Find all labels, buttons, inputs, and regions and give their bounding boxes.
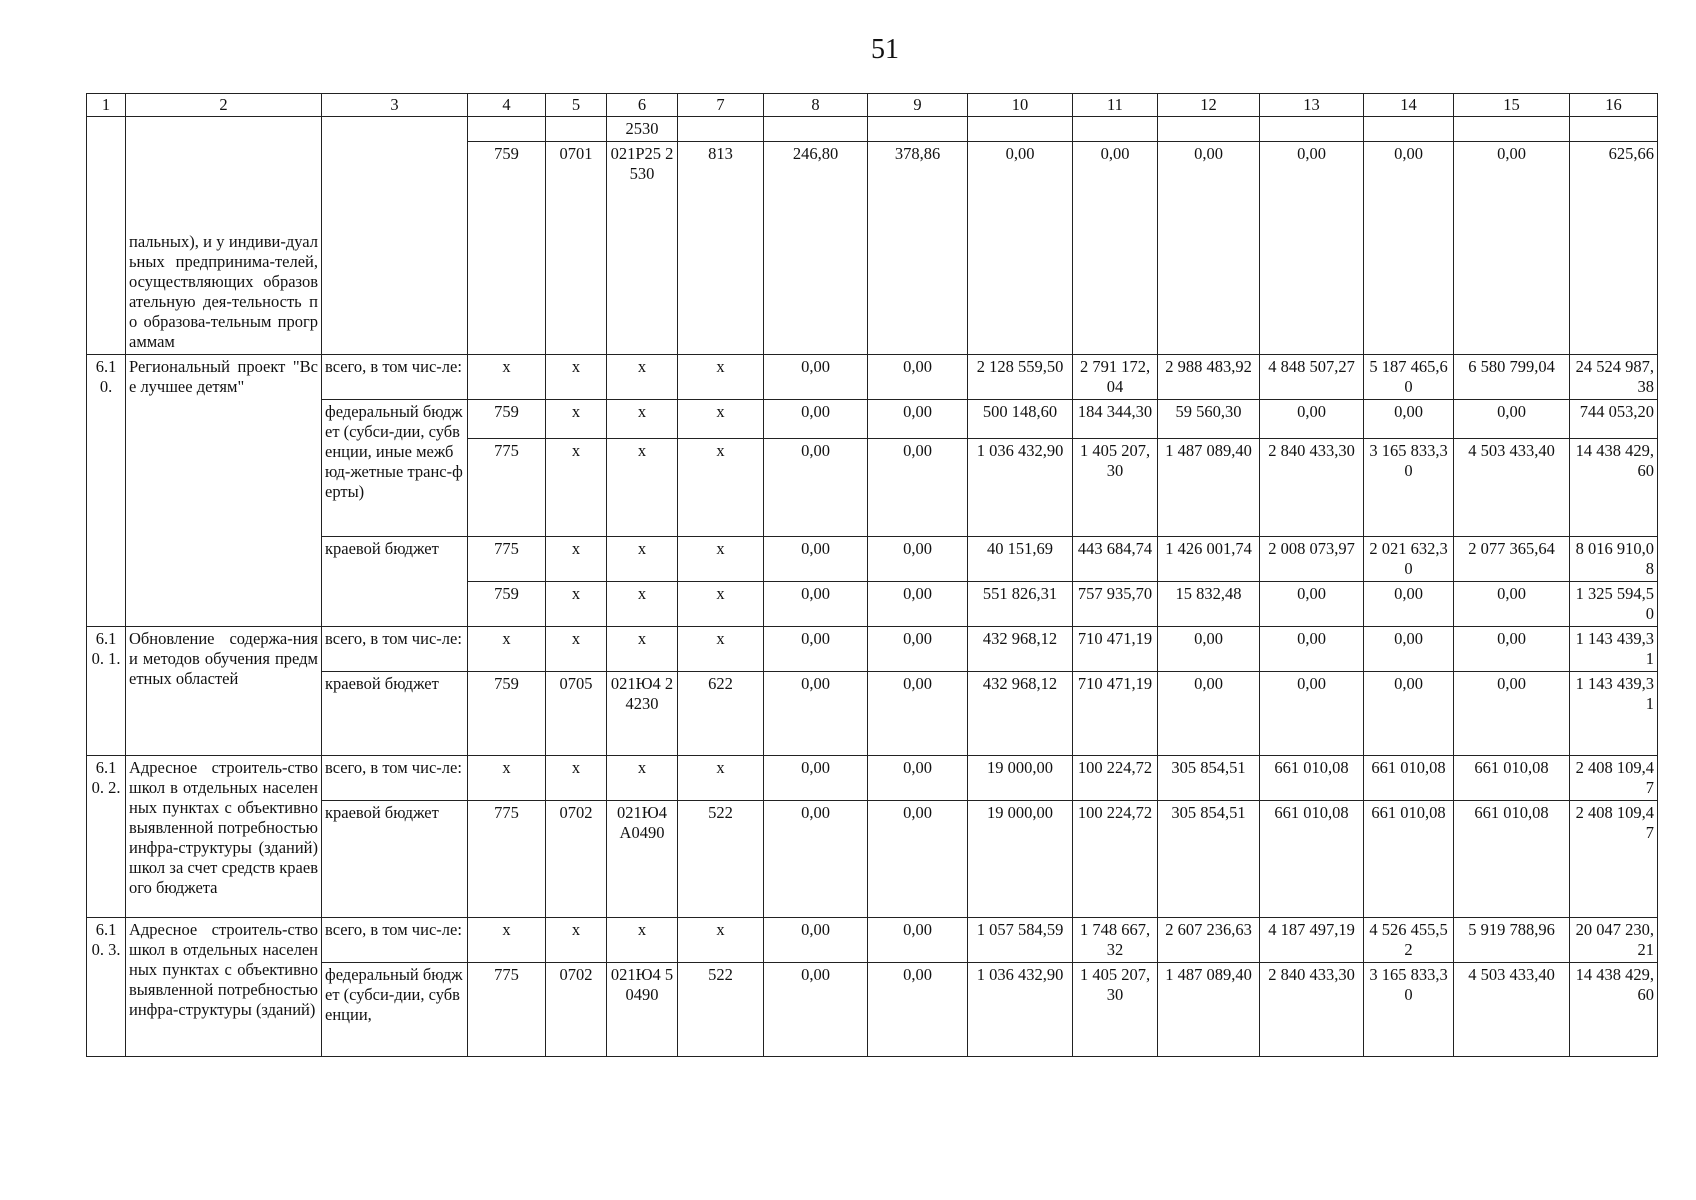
value-cell: 4 503 433,40 [1454,439,1570,537]
value-cell: 775 [468,439,546,537]
value-cell: 775 [468,963,546,1057]
funding-source: краевой бюджет [322,801,468,918]
cell [1073,117,1158,142]
value-cell: x [546,537,607,582]
value-cell: 2 988 483,92 [1158,355,1260,400]
value-cell: 775 [468,537,546,582]
value-cell: 0,00 [968,142,1073,355]
value-cell: 522 [678,801,764,918]
value-cell: 4 848 507,27 [1260,355,1364,400]
value-cell: 100 224,72 [1073,801,1158,918]
value-cell: 19 000,00 [968,801,1073,918]
value-cell: x [546,756,607,801]
value-cell: 0,00 [1260,672,1364,756]
value-cell: 0,00 [1454,142,1570,355]
value-cell: x [678,756,764,801]
value-cell: 2 840 433,30 [1260,963,1364,1057]
value-cell: 305 854,51 [1158,756,1260,801]
value-cell: 0,00 [1158,672,1260,756]
value-cell: 021Ю4 А0490 [607,801,678,918]
col-header: 3 [322,94,468,117]
value-cell: 0,00 [868,439,968,537]
row-number [87,117,126,355]
table-row [87,355,1658,400]
cell [1454,117,1570,142]
value-cell: 0,00 [764,537,868,582]
value-cell: 759 [468,400,546,439]
value-cell: 021Р25 2530 [607,142,678,355]
table-row [87,918,1658,963]
value-cell: 0,00 [1260,400,1364,439]
value-cell: 1 748 667,32 [1073,918,1158,963]
value-cell: 1 426 001,74 [1158,537,1260,582]
row-description: Обновление содержа-ния и методов обучения предметных областей [126,627,322,756]
value-cell: 661 010,08 [1454,801,1570,918]
value-cell: x [468,918,546,963]
col-header: 16 [1570,94,1658,117]
value-cell: 622 [678,672,764,756]
cell: 2530 [607,117,678,142]
cell [546,117,607,142]
value-cell: 757 935,70 [1073,582,1158,627]
value-cell: 2 077 365,64 [1454,537,1570,582]
value-cell: 775 [468,801,546,918]
funding-source: федеральный бюджет (субси-дии, субвенции, иные межбюд-жетные транс-ферты) [322,400,468,537]
value-cell: 0,00 [1158,142,1260,355]
value-cell: 2 128 559,50 [968,355,1073,400]
value-cell: 1 143 439,31 [1570,627,1658,672]
funding-source [322,117,468,355]
col-header: 10 [968,94,1073,117]
value-cell: 0,00 [868,756,968,801]
cell [868,117,968,142]
value-cell: 759 [468,582,546,627]
col-header: 15 [1454,94,1570,117]
value-cell: x [678,400,764,439]
value-cell: x [607,400,678,439]
value-cell: 759 [468,142,546,355]
col-header: 9 [868,94,968,117]
value-cell: 19 000,00 [968,756,1073,801]
value-cell: 443 684,74 [1073,537,1158,582]
value-cell: 021Ю4 24230 [607,672,678,756]
value-cell: 246,80 [764,142,868,355]
value-cell: x [546,400,607,439]
value-cell: 0705 [546,672,607,756]
value-cell: x [546,918,607,963]
value-cell: 551 826,31 [968,582,1073,627]
row-number: 6.10. 1. [87,627,126,756]
value-cell: 1 143 439,31 [1570,672,1658,756]
value-cell: 24 524 987,38 [1570,355,1658,400]
value-cell: 1 036 432,90 [968,439,1073,537]
value-cell: x [678,627,764,672]
value-cell: 2 408 109,47 [1570,801,1658,918]
value-cell: 661 010,08 [1454,756,1570,801]
value-cell: 4 526 455,52 [1364,918,1454,963]
value-cell: 0,00 [868,400,968,439]
value-cell: x [607,918,678,963]
value-cell: 2 008 073,97 [1260,537,1364,582]
value-cell: 0,00 [1364,142,1454,355]
value-cell: 2 408 109,47 [1570,756,1658,801]
col-header: 1 [87,94,126,117]
value-cell: 0,00 [1454,582,1570,627]
value-cell: 0,00 [1364,672,1454,756]
value-cell: 1 487 089,40 [1158,963,1260,1057]
value-cell: 0,00 [868,918,968,963]
col-header: 11 [1073,94,1158,117]
value-cell: 0,00 [764,756,868,801]
funding-source: федеральный бюджет (субси-дии, субвенции, [322,963,468,1057]
table-row [87,963,1658,1057]
value-cell: 3 165 833,30 [1364,439,1454,537]
table-row [87,672,1658,756]
value-cell: 184 344,30 [1073,400,1158,439]
value-cell: 813 [678,142,764,355]
value-cell: x [546,582,607,627]
col-header: 2 [126,94,322,117]
col-header: 12 [1158,94,1260,117]
value-cell: 432 968,12 [968,627,1073,672]
value-cell: x [607,756,678,801]
table-row [87,400,1658,439]
value-cell: 0,00 [764,355,868,400]
value-cell: 8 016 910,08 [1570,537,1658,582]
value-cell: 0,00 [1454,672,1570,756]
value-cell: x [546,439,607,537]
value-cell: 0,00 [764,627,868,672]
funding-source: всего, в том чис-ле: [322,918,468,963]
value-cell: 661 010,08 [1364,756,1454,801]
value-cell: 759 [468,672,546,756]
row-description: Региональный проект "Все лучшее детям" [126,355,322,627]
value-cell: 0,00 [868,627,968,672]
value-cell: 5 919 788,96 [1454,918,1570,963]
table-body [87,94,1658,1057]
table-row [87,627,1658,672]
value-cell: 0,00 [1158,627,1260,672]
value-cell: 0,00 [764,672,868,756]
cell [468,117,546,142]
row-number: 6.10. 2. [87,756,126,918]
value-cell: 100 224,72 [1073,756,1158,801]
value-cell: 625,66 [1570,142,1658,355]
col-header: 6 [607,94,678,117]
value-cell: 0702 [546,801,607,918]
value-cell: 661 010,08 [1364,801,1454,918]
value-cell: 0701 [546,142,607,355]
funding-source: всего, в том чис-ле: [322,355,468,400]
value-cell: x [678,439,764,537]
value-cell: 0,00 [868,537,968,582]
value-cell: 0,00 [868,582,968,627]
value-cell: 4 187 497,19 [1260,918,1364,963]
row-description: Адресное строитель-ство школ в отдельных населенных пунктах с объективно выявленной потребностью инфра-структуры (зданий) школ за счет средств краевого бюджета [126,756,322,918]
value-cell: 0,00 [868,672,968,756]
value-cell: x [678,537,764,582]
row-description: Адресное строитель-ство школ в отдельных населенных пунктах с объективно выявленной потребностью инфра-структуры (зданий) [126,918,322,1057]
col-header: 8 [764,94,868,117]
value-cell: x [607,627,678,672]
value-cell: 6 580 799,04 [1454,355,1570,400]
value-cell: 3 165 833,30 [1364,963,1454,1057]
value-cell: x [468,355,546,400]
value-cell: 15 832,48 [1158,582,1260,627]
value-cell: 0,00 [868,801,968,918]
col-header: 13 [1260,94,1364,117]
cell [678,117,764,142]
value-cell: 378,86 [868,142,968,355]
value-cell: 14 438 429,60 [1570,963,1658,1057]
value-cell: 0,00 [764,963,868,1057]
value-cell: 0,00 [1454,400,1570,439]
value-cell: 0,00 [764,918,868,963]
value-cell: 0,00 [764,400,868,439]
col-header: 4 [468,94,546,117]
value-cell: 1 405 207,30 [1073,439,1158,537]
value-cell: 0,00 [1364,627,1454,672]
value-cell: x [678,355,764,400]
cell [1570,117,1658,142]
value-cell: 4 503 433,40 [1454,963,1570,1057]
value-cell: 1 057 584,59 [968,918,1073,963]
value-cell: 0,00 [1454,627,1570,672]
value-cell: 522 [678,963,764,1057]
value-cell: 710 471,19 [1073,627,1158,672]
value-cell: 0,00 [764,801,868,918]
value-cell: 0,00 [1073,142,1158,355]
value-cell: 2 607 236,63 [1158,918,1260,963]
cell [1158,117,1260,142]
header-row [87,94,1658,117]
value-cell: 14 438 429,60 [1570,439,1658,537]
value-cell: x [607,537,678,582]
value-cell: x [678,918,764,963]
value-cell: 59 560,30 [1158,400,1260,439]
value-cell: 500 148,60 [968,400,1073,439]
value-cell: x [607,582,678,627]
value-cell: 0,00 [1260,627,1364,672]
value-cell: 20 047 230,21 [1570,918,1658,963]
col-header: 14 [1364,94,1454,117]
value-cell: 305 854,51 [1158,801,1260,918]
value-cell: x [468,627,546,672]
value-cell: 0,00 [1364,582,1454,627]
value-cell: 1 036 432,90 [968,963,1073,1057]
table-row [87,756,1658,801]
value-cell: x [468,756,546,801]
col-header: 7 [678,94,764,117]
value-cell: 0,00 [1260,142,1364,355]
row-number: 6.10. 3. [87,918,126,1057]
table-row [87,801,1658,918]
value-cell: 2 840 433,30 [1260,439,1364,537]
cell [764,117,868,142]
col-header: 5 [546,94,607,117]
value-cell: 40 151,69 [968,537,1073,582]
cell [1260,117,1364,142]
value-cell: 5 187 465,60 [1364,355,1454,400]
value-cell: 1 325 594,50 [1570,582,1658,627]
cell [1364,117,1454,142]
value-cell: 0,00 [764,582,868,627]
value-cell: 661 010,08 [1260,801,1364,918]
value-cell: x [607,439,678,537]
row-number: 6.10. [87,355,126,627]
value-cell: 1 487 089,40 [1158,439,1260,537]
cell [968,117,1073,142]
value-cell: 0702 [546,963,607,1057]
funding-source: краевой бюджет [322,672,468,756]
value-cell: 710 471,19 [1073,672,1158,756]
page-number: 51 [871,34,899,65]
funding-source: всего, в том чис-ле: [322,756,468,801]
value-cell: 0,00 [764,439,868,537]
value-cell: x [607,355,678,400]
value-cell: x [546,627,607,672]
value-cell: x [546,355,607,400]
value-cell: 2 791 172,04 [1073,355,1158,400]
funding-source: всего, в том чис-ле: [322,627,468,672]
table-row [87,117,1658,142]
value-cell: 744 053,20 [1570,400,1658,439]
value-cell: 432 968,12 [968,672,1073,756]
table-row [87,537,1658,582]
value-cell: 0,00 [868,355,968,400]
value-cell: 2 021 632,30 [1364,537,1454,582]
value-cell: 0,00 [1260,582,1364,627]
value-cell: 0,00 [1364,400,1454,439]
value-cell: 1 405 207,30 [1073,963,1158,1057]
value-cell: x [678,582,764,627]
value-cell: 0,00 [868,963,968,1057]
funding-source: краевой бюджет [322,537,468,627]
budget-table [86,93,1658,1057]
row-description: пальных), и у индиви-дуальных предпринима-телей, осуществляющих образовательную дея-тельность по образова-тельным программам [126,117,322,355]
value-cell: 661 010,08 [1260,756,1364,801]
value-cell: 021Ю4 50490 [607,963,678,1057]
